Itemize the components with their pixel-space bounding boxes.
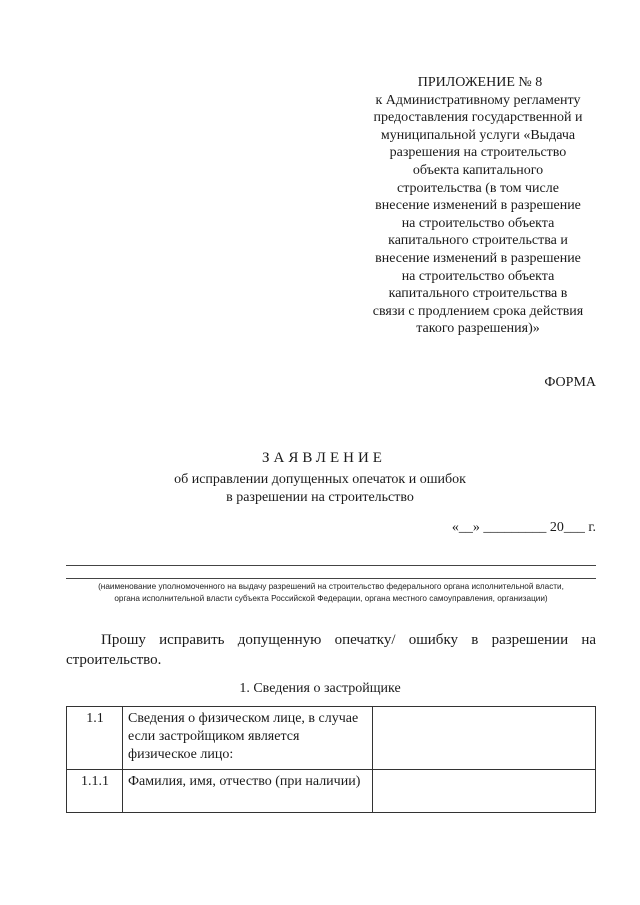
appendix-line: на строительство объекта <box>401 268 555 284</box>
appendix-line: разрешения на строительство <box>389 145 567 161</box>
table-row <box>67 707 596 770</box>
appendix-line: к Административному регламенту <box>375 92 581 108</box>
appendix-line: связи с продлением срока действия <box>372 303 584 319</box>
row-label: Сведения о физическом лице, в случае если застройщиком является физическое лицо: <box>123 707 373 770</box>
appendix-line: внесение изменений в разрешение <box>375 198 581 214</box>
appendix-line: муниципальной услуги «Выдача <box>380 127 576 143</box>
appendix-line: капитального строительства и <box>388 233 568 249</box>
request-word: опечатку/ <box>334 632 396 648</box>
request-word: Прошу <box>101 632 146 648</box>
request-word: исправить <box>159 632 225 648</box>
document-subtitle-line2: в разрешении на строительство <box>226 490 414 505</box>
request-word: ошибку <box>408 632 459 648</box>
request-word: допущенную <box>237 632 322 648</box>
request-word: в <box>471 632 479 648</box>
section-title: 1. Сведения о застройщике <box>239 681 401 696</box>
request-word: на <box>581 632 596 648</box>
request-line1 <box>66 630 596 650</box>
document-title: ЗАЯВЛЕНИЕ <box>262 450 386 466</box>
applicant-info-table <box>66 706 596 813</box>
authority-name-line[interactable] <box>66 565 596 566</box>
authority-caption-line1: (наименование уполномоченного на выдачу разрешений на строительство федерального органа исполнительной власти, <box>98 582 564 591</box>
row-number: 1.1 <box>67 707 123 770</box>
appendix-line: капитального строительства в <box>388 286 568 302</box>
row-number: 1.1.1 <box>67 770 123 813</box>
authority-name-line-2[interactable] <box>66 578 596 579</box>
appendix-line: строительства (в том числе <box>397 180 559 196</box>
form-label: ФОРМА <box>544 375 596 390</box>
appendix-block <box>360 74 596 338</box>
appendix-line: объекта капитального <box>412 162 544 178</box>
request-word: разрешении <box>491 632 569 648</box>
row-value-cell[interactable] <box>373 770 596 813</box>
appendix-title: ПРИЛОЖЕНИЕ № 8 <box>417 75 543 90</box>
row-value-cell[interactable] <box>373 707 596 770</box>
appendix-line: на строительство объекта <box>401 215 555 231</box>
authority-caption-line2: органа исполнительной власти субъекта Российской Федерации, органа местного самоуправления, организации) <box>114 594 548 603</box>
appendix-line: такого разрешения)» <box>416 321 540 337</box>
appendix-line: внесение изменений в разрешение <box>375 250 581 266</box>
date-field[interactable]: «__» _________ 20___ г. <box>451 520 596 535</box>
appendix-line: предоставления государственной и <box>373 110 583 126</box>
request-paragraph <box>66 630 596 670</box>
request-line2: строительство. <box>66 652 162 668</box>
row-label: Фамилия, имя, отчество (при наличии) <box>123 770 373 813</box>
table-row <box>67 770 596 813</box>
document-subtitle-line1: об исправлении допущенных опечаток и ошибок <box>174 472 466 487</box>
